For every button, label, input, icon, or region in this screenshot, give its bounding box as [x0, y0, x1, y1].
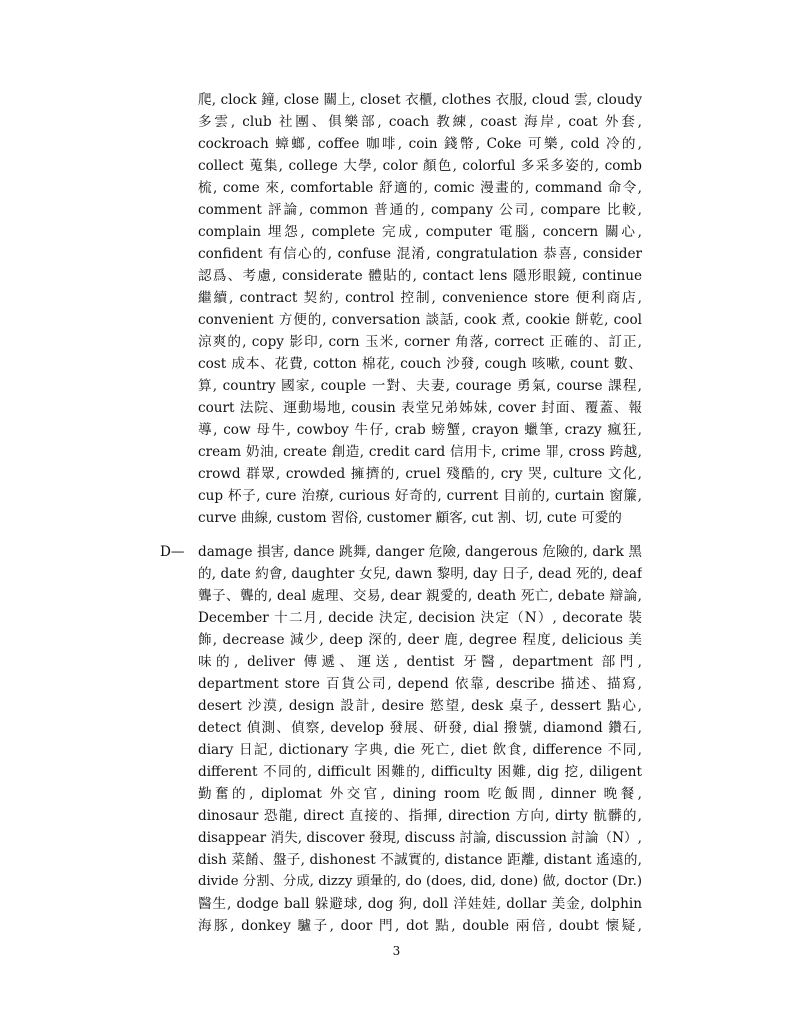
text-line: dish 菜餚、盤子, dishonest 不誠實的, distance 距離, distant 遙遠的,	[198, 852, 642, 868]
text-line: divide 分割、分成, dizzy 頭暈的, do (does, did, done) 做, doctor (Dr.)	[198, 874, 642, 889]
text-line: 多雲, club 社團、俱樂部, coach 教練, coast 海岸, coat 外套,	[198, 114, 642, 130]
text-line: 爬, clock 鐘, close 關上, closet 衣櫃, clothes 衣服, cloud 雲, cloudy	[198, 92, 642, 108]
text-line: convenient 方便的, conversation 談話, cook 煮, cookie 餅乾, cool	[198, 312, 642, 328]
text-line: diary 日記, dictionary 字典, die 死亡, diet 飲食, difference 不同,	[198, 742, 642, 758]
text-line: dinosaur 恐龍, direct 直接的、指揮, direction 方向, dirty 骯髒的,	[198, 808, 642, 824]
text-line: 醫生, dodge ball 躲避球, dog 狗, doll 洋娃娃, dollar 美金, dolphin	[198, 896, 642, 912]
text-line: 算, country 國家, couple 一對、夫妻, courage 勇氣, course 課程,	[198, 378, 642, 394]
text-line: different 不同的, difficult 困難的, difficulty 困難, dig 挖, diligent	[198, 764, 642, 780]
text-line: desert 沙漠, design 設計, desire 慾望, desk 桌子, dessert 點心,	[198, 698, 642, 714]
text-line: court 法院、運動場地, cousin 表堂兄弟姊妹, cover 封面、覆蓋、報	[198, 400, 642, 416]
text-line: 導, cow 母牛, cowboy 牛仔, crab 螃蟹, crayon 蠟筆, crazy 瘋狂,	[198, 422, 642, 438]
text-line: 海豚, donkey 驢子, door 門, dot 點, double 兩倍, doubt 懷疑,	[198, 918, 642, 934]
text-line: crowd 群眾, crowded 擁擠的, cruel 殘酷的, cry 哭, culture 文化,	[198, 466, 642, 482]
text-line: 勤奮的, diplomat 外交官, dining room 吃飯間, dinner 晚餐,	[198, 786, 642, 802]
text-line: department store 百貨公司, depend 依靠, describe 描述、描寫,	[198, 676, 642, 692]
text-line: 的, date 約會, daughter 女兒, dawn 黎明, day 日子, dead 死的, deaf	[198, 566, 642, 582]
text-line: December 十二月, decide 決定, decision 決定（N）, decorate 裝	[198, 610, 642, 626]
text-line: confident 有信心的, confuse 混淆, congratulation 恭喜, consider	[198, 246, 642, 262]
text-line: cup 杯子, cure 治療, curious 好奇的, current 目前的, curtain 窗簾,	[198, 488, 642, 504]
text-line: 梳, come 來, comfortable 舒適的, comic 漫畫的, command 命令,	[198, 180, 642, 196]
text-line: detect 偵測、偵察, develop 發展、研發, dial 撥號, diamond 鑽石,	[198, 720, 642, 736]
text-line: cream 奶油, create 創造, credit card 信用卡, crime 罪, cross 跨越,	[198, 444, 642, 460]
text-line: cost 成本、花費, cotton 棉花, couch 沙發, cough 咳嗽, count 數、	[198, 356, 642, 372]
text-line: 涼爽的, copy 影印, corn 玉米, corner 角落, correct 正確的、訂正,	[198, 334, 642, 350]
text-line: 認爲、考慮, considerate 體貼的, contact lens 隱形眼鏡, continue	[198, 268, 642, 284]
text-line: comment 評論, common 普通的, company 公司, compare 比較,	[198, 202, 642, 218]
text-line: 聾子、聾的, deal 處理、交易, dear 親愛的, death 死亡, debate 辯論,	[198, 588, 642, 604]
section-letter: D—	[160, 544, 185, 560]
text-line: complain 埋怨, complete 完成, computer 電腦, concern 關心,	[198, 224, 642, 240]
text-line: collect 蒐集, college 大學, color 顏色, colorful 多采多姿的, comb	[198, 158, 642, 174]
text-line: disappear 消失, discover 發現, discuss 討論, discussion 討論（N）,	[198, 830, 642, 846]
text-line: damage 損害, dance 跳舞, danger 危險, dangerous 危險的, dark 黑	[198, 544, 642, 560]
page-number: 3	[392, 944, 401, 958]
text-line: curve 曲線, custom 習俗, customer 顧客, cut 割、切, cute 可愛的	[198, 510, 622, 526]
text-line: 飾, decrease 減少, deep 深的, deer 鹿, degree 程度, delicious 美	[198, 632, 642, 648]
text-line: 味的, deliver 傳遞、運送, dentist 牙醫, department 部門,	[198, 654, 642, 670]
text-line: 繼續, contract 契約, control 控制, convenience store 便利商店,	[198, 290, 642, 306]
text-line: cockroach 蟑螂, coffee 咖啡, coin 錢幣, Coke 可樂, cold 冷的,	[198, 136, 642, 152]
